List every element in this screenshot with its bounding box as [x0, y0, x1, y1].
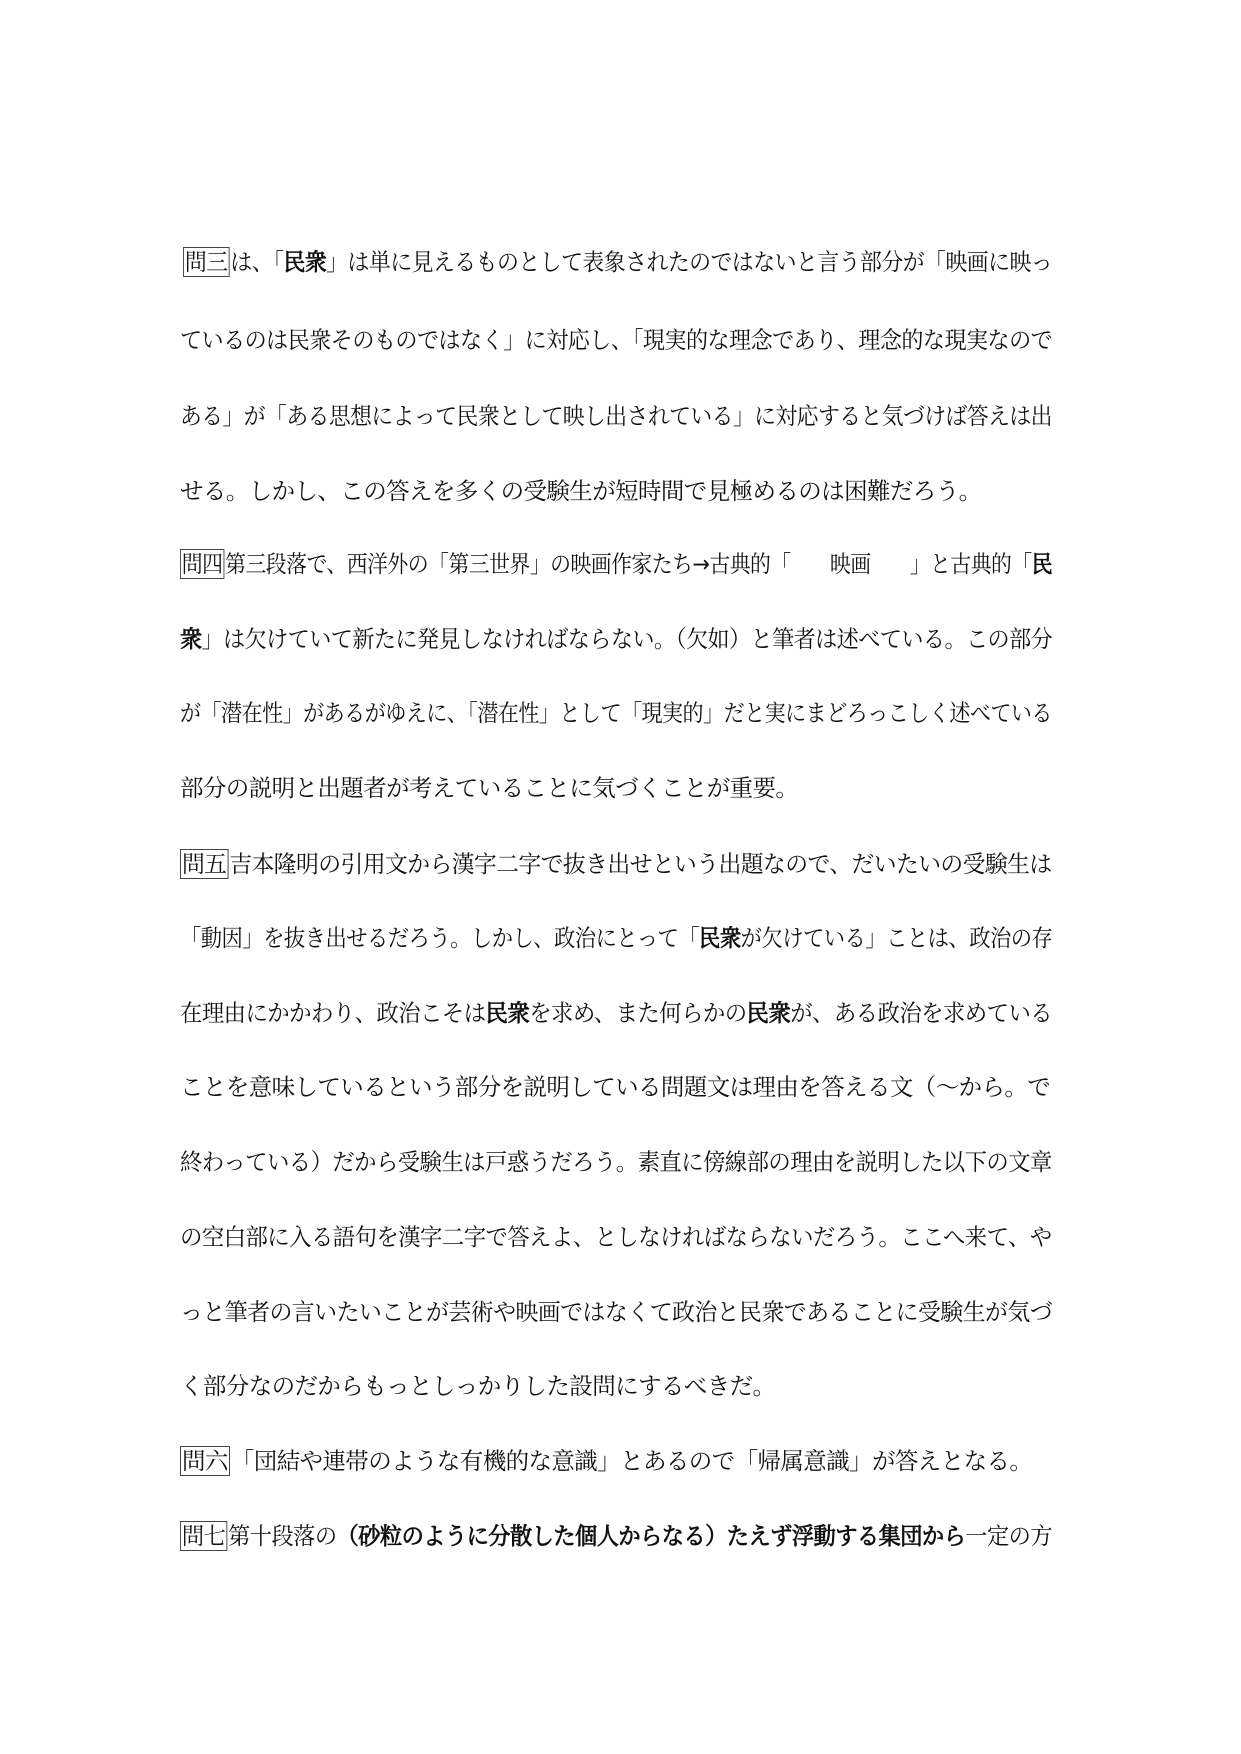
text-line	[180, 1297, 1052, 1327]
text-line	[180, 698, 1052, 728]
text-line	[183, 247, 1052, 277]
text-run: 第十段落の	[228, 1522, 337, 1550]
text-run: く部分なのだからもっとしっかりした設問にするべきだ。	[180, 1372, 776, 1400]
text-run: が、ある政治を求めている	[790, 999, 1053, 1027]
text-run: 部分の説明と出題者が考えていることに気づくことが重要。	[180, 774, 799, 802]
text-run: が欠けている」ことは、政治の存	[740, 924, 1053, 952]
text-run: 」と古典的「	[909, 550, 1032, 578]
text-run: っと筆者の言いたいことが芸術や映画ではなくて政治と民衆であることに受験生が気づ	[180, 1298, 1053, 1326]
text-run: が「潜在性」があるがゆえに、「潜在性」として「現実的」だと実にまどろっこしく述べている	[180, 699, 1052, 727]
bold-text: 民	[1031, 550, 1053, 578]
text-run: 「動因」を抜き出せるだろう。しかし、政治にとって「	[180, 924, 700, 952]
question-label: 問三	[184, 248, 228, 276]
text-run: 映画	[829, 550, 871, 578]
text-line	[180, 1521, 1052, 1551]
text-run: 」は欠けていて新たに発見しなければならない。（欠如）と筆者は述べている。この部分	[201, 625, 1053, 653]
text-line	[180, 476, 982, 506]
text-line	[180, 923, 1052, 953]
text-run: ある」が「ある思想によって民衆として映し出されている」に対応すると気づけば答えは出	[180, 402, 1052, 430]
text-run: 第三段落で、西洋外の「第三世界」の映画作家たち→古典的「	[225, 550, 791, 578]
bold-text: 民衆	[699, 924, 741, 952]
bold-text: 民衆	[485, 999, 530, 1027]
question-label: 問五	[181, 850, 227, 878]
text-run: 「団結や連帯のような有機的な意識」とあるので「帰属意識」が答えとなる。	[230, 1447, 1033, 1475]
question-label: 問七	[181, 1522, 226, 1550]
text-line	[180, 624, 1052, 654]
text-run: は、「	[230, 248, 284, 276]
bold-text: 民衆	[746, 999, 791, 1027]
text-line	[180, 549, 1052, 579]
bold-text: 民衆	[283, 248, 327, 276]
question-label: 問六	[182, 1447, 228, 1475]
text-run: 吉本隆明の引用文から漢字二字で抜き出せという出題なので、だいたいの受験生は	[229, 850, 1052, 878]
bold-text: 衆	[180, 625, 202, 653]
text-line	[180, 773, 798, 803]
text-run: ことを意味しているという部分を説明している問題文は理由を答える文（～から。で	[180, 1073, 1051, 1101]
text-run: 終わっている）だから受験生は戸惑うだろう。素直に傍線部の理由を説明した以下の文章	[180, 1148, 1052, 1176]
text-run: 」は単に見えるものとして表象されたのではないと言う部分が「映画に映っ	[326, 248, 1053, 276]
text-line	[180, 1222, 1052, 1252]
text-line	[180, 1072, 1050, 1102]
text-run: 一定の方	[965, 1522, 1053, 1550]
question-label: 問四	[181, 550, 223, 578]
text-run: を求め、また何らかの	[529, 999, 747, 1027]
text-run: せる。しかし、この答えを多くの受験生が短時間で見極めるのは困難だろう。	[180, 477, 982, 505]
text-line	[180, 1147, 1052, 1177]
bold-text: （砂粒のように分散した個人からなる）たえず浮動する集団から	[336, 1522, 966, 1550]
text-line	[180, 401, 1052, 431]
text-run: ているのは民衆そのものではなく」に対応し、「現実的な理念であり、理念的な現実なので	[180, 326, 1053, 354]
text-run: 在理由にかかわり、政治こそは	[180, 999, 486, 1027]
text-line	[180, 1446, 1032, 1476]
text-run: の空白部に入る語句を漢字二字で答えよ、としなければならないだろう。ここへ来て、や	[180, 1223, 1052, 1251]
text-line	[180, 1371, 775, 1401]
text-line	[180, 998, 1052, 1028]
text-line	[180, 325, 1052, 355]
text-line	[180, 849, 1052, 879]
